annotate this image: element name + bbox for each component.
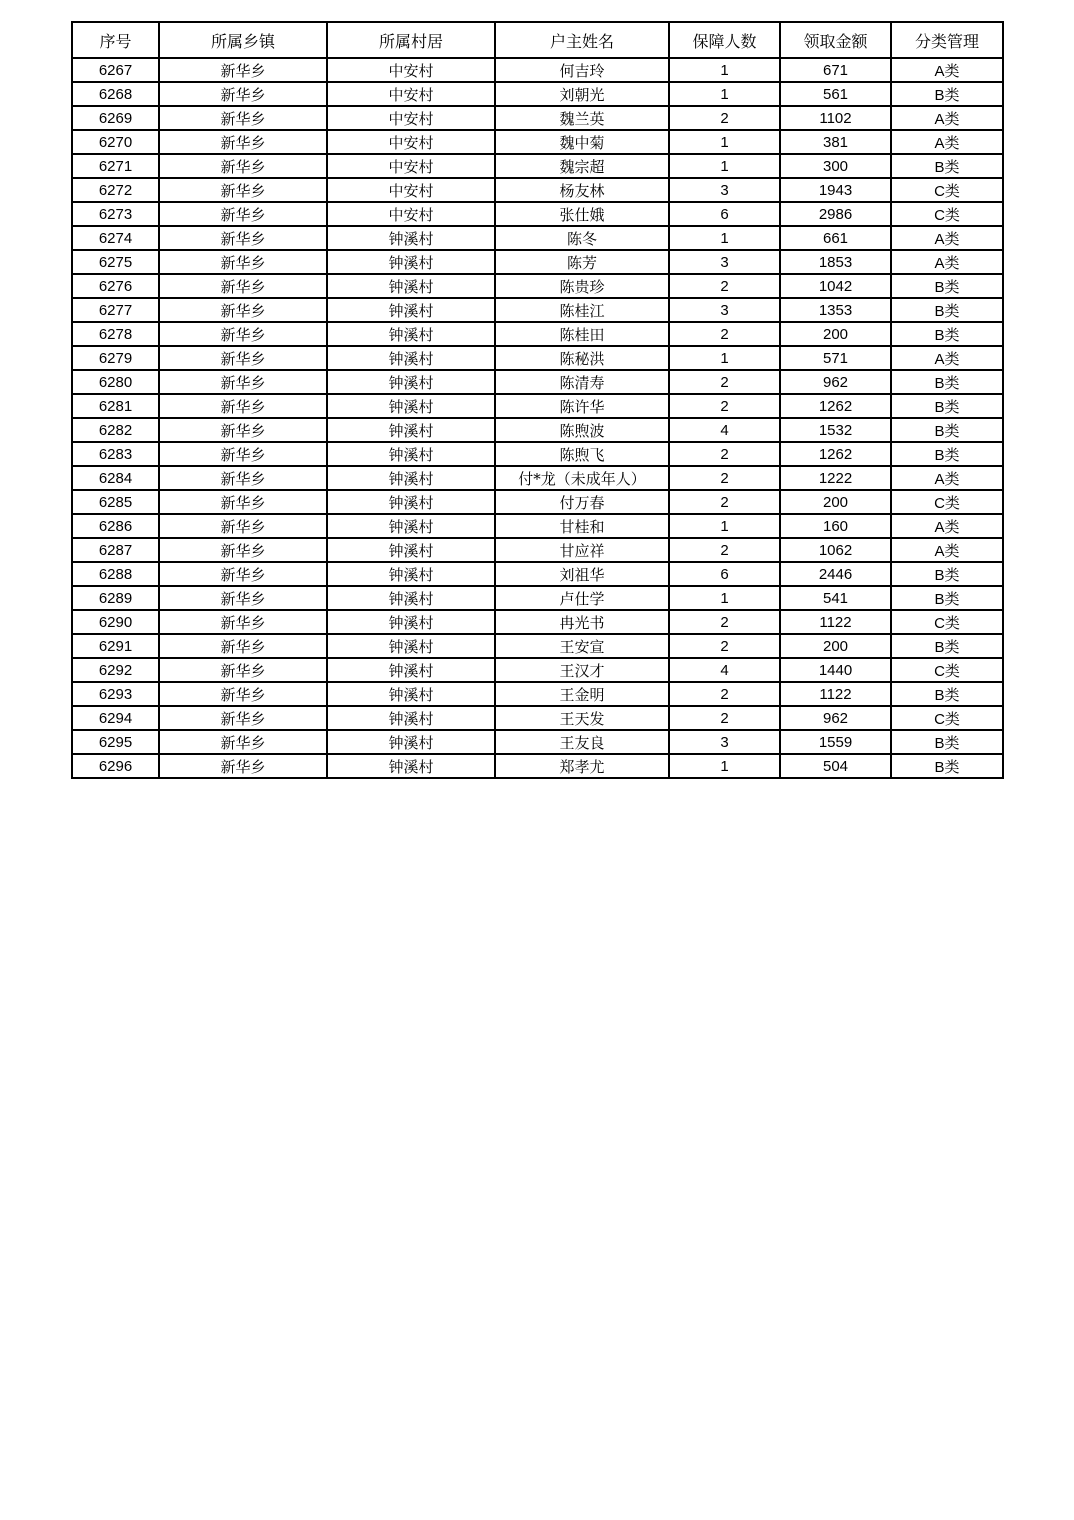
category-cell: B类 (891, 634, 1003, 658)
covered-persons-cell: 2 (669, 274, 780, 298)
serial-cell: 6270 (72, 130, 159, 154)
covered-persons-cell: 4 (669, 418, 780, 442)
category-cell: B类 (891, 682, 1003, 706)
covered-persons-cell: 2 (669, 706, 780, 730)
township-cell: 新华乡 (159, 226, 327, 250)
category-cell: A类 (891, 514, 1003, 538)
township-cell: 新华乡 (159, 82, 327, 106)
category-cell: B类 (891, 418, 1003, 442)
subsistence-roster-table (71, 21, 1004, 779)
table-row (72, 634, 1003, 658)
township-cell: 新华乡 (159, 706, 327, 730)
village-cell: 钟溪村 (327, 730, 495, 754)
township-cell: 新华乡 (159, 586, 327, 610)
table-row (72, 514, 1003, 538)
village-cell: 钟溪村 (327, 490, 495, 514)
village-cell: 钟溪村 (327, 562, 495, 586)
serial-cell: 6283 (72, 442, 159, 466)
category-cell: B类 (891, 82, 1003, 106)
township-cell: 新华乡 (159, 274, 327, 298)
table-row (72, 106, 1003, 130)
header-householder: 户主姓名 (495, 22, 669, 58)
table-header (72, 22, 1003, 58)
covered-persons-cell: 4 (669, 658, 780, 682)
village-cell: 中安村 (327, 130, 495, 154)
village-cell: 钟溪村 (327, 394, 495, 418)
table-row (72, 394, 1003, 418)
header-category: 分类管理 (891, 22, 1003, 58)
category-cell: A类 (891, 226, 1003, 250)
table-row (72, 610, 1003, 634)
township-cell: 新华乡 (159, 106, 327, 130)
covered-persons-cell: 3 (669, 250, 780, 274)
householder-cell: 付*龙（未成年人） (495, 466, 669, 490)
serial-cell: 6271 (72, 154, 159, 178)
serial-cell: 6295 (72, 730, 159, 754)
village-cell: 钟溪村 (327, 658, 495, 682)
householder-cell: 陈煦波 (495, 418, 669, 442)
amount-cell: 962 (780, 706, 891, 730)
table-body (72, 58, 1003, 778)
table-row (72, 466, 1003, 490)
category-cell: B类 (891, 298, 1003, 322)
householder-cell: 陈许华 (495, 394, 669, 418)
serial-cell: 6269 (72, 106, 159, 130)
township-cell: 新华乡 (159, 658, 327, 682)
table-row (72, 562, 1003, 586)
category-cell: B类 (891, 730, 1003, 754)
serial-cell: 6280 (72, 370, 159, 394)
header-amount: 领取金额 (780, 22, 891, 58)
serial-cell: 6287 (72, 538, 159, 562)
township-cell: 新华乡 (159, 346, 327, 370)
serial-cell: 6276 (72, 274, 159, 298)
table-row (72, 82, 1003, 106)
category-cell: C类 (891, 178, 1003, 202)
category-cell: A类 (891, 106, 1003, 130)
village-cell: 钟溪村 (327, 682, 495, 706)
table-row (72, 250, 1003, 274)
serial-cell: 6294 (72, 706, 159, 730)
category-cell: A类 (891, 58, 1003, 82)
amount-cell: 2986 (780, 202, 891, 226)
amount-cell: 381 (780, 130, 891, 154)
village-cell: 钟溪村 (327, 250, 495, 274)
table-row (72, 538, 1003, 562)
householder-cell: 甘桂和 (495, 514, 669, 538)
serial-cell: 6289 (72, 586, 159, 610)
township-cell: 新华乡 (159, 154, 327, 178)
table-row (72, 586, 1003, 610)
category-cell: C类 (891, 610, 1003, 634)
township-cell: 新华乡 (159, 466, 327, 490)
village-cell: 中安村 (327, 202, 495, 226)
serial-cell: 6275 (72, 250, 159, 274)
category-cell: C类 (891, 706, 1003, 730)
serial-cell: 6272 (72, 178, 159, 202)
table-row (72, 178, 1003, 202)
serial-cell: 6286 (72, 514, 159, 538)
serial-cell: 6277 (72, 298, 159, 322)
serial-cell: 6285 (72, 490, 159, 514)
covered-persons-cell: 2 (669, 610, 780, 634)
householder-cell: 冉光书 (495, 610, 669, 634)
covered-persons-cell: 1 (669, 58, 780, 82)
table-row (72, 154, 1003, 178)
covered-persons-cell: 1 (669, 154, 780, 178)
householder-cell: 杨友林 (495, 178, 669, 202)
covered-persons-cell: 2 (669, 370, 780, 394)
householder-cell: 卢仕学 (495, 586, 669, 610)
amount-cell: 561 (780, 82, 891, 106)
covered-persons-cell: 2 (669, 490, 780, 514)
table-row (72, 754, 1003, 778)
amount-cell: 1853 (780, 250, 891, 274)
category-cell: A类 (891, 250, 1003, 274)
village-cell: 钟溪村 (327, 634, 495, 658)
amount-cell: 1122 (780, 682, 891, 706)
householder-cell: 陈贵珍 (495, 274, 669, 298)
village-cell: 钟溪村 (327, 418, 495, 442)
covered-persons-cell: 3 (669, 298, 780, 322)
table-row (72, 442, 1003, 466)
covered-persons-cell: 3 (669, 730, 780, 754)
table-row (72, 58, 1003, 82)
householder-cell: 陈秘洪 (495, 346, 669, 370)
table-row (72, 298, 1003, 322)
township-cell: 新华乡 (159, 394, 327, 418)
township-cell: 新华乡 (159, 514, 327, 538)
village-cell: 钟溪村 (327, 442, 495, 466)
householder-cell: 刘朝光 (495, 82, 669, 106)
amount-cell: 1943 (780, 178, 891, 202)
covered-persons-cell: 2 (669, 634, 780, 658)
householder-cell: 王安宣 (495, 634, 669, 658)
township-cell: 新华乡 (159, 634, 327, 658)
village-cell: 中安村 (327, 82, 495, 106)
covered-persons-cell: 2 (669, 442, 780, 466)
category-cell: B类 (891, 586, 1003, 610)
village-cell: 钟溪村 (327, 586, 495, 610)
table-row (72, 490, 1003, 514)
category-cell: B类 (891, 322, 1003, 346)
householder-cell: 何吉玲 (495, 58, 669, 82)
covered-persons-cell: 3 (669, 178, 780, 202)
covered-persons-cell: 2 (669, 106, 780, 130)
category-cell: A类 (891, 538, 1003, 562)
amount-cell: 1062 (780, 538, 891, 562)
amount-cell: 200 (780, 490, 891, 514)
header-serial: 序号 (72, 22, 159, 58)
category-cell: A类 (891, 346, 1003, 370)
table-row (72, 202, 1003, 226)
township-cell: 新华乡 (159, 490, 327, 514)
householder-cell: 陈桂田 (495, 322, 669, 346)
serial-cell: 6291 (72, 634, 159, 658)
amount-cell: 1102 (780, 106, 891, 130)
amount-cell: 671 (780, 58, 891, 82)
village-cell: 钟溪村 (327, 274, 495, 298)
covered-persons-cell: 1 (669, 82, 780, 106)
householder-cell: 张仕娥 (495, 202, 669, 226)
householder-cell: 陈芳 (495, 250, 669, 274)
township-cell: 新华乡 (159, 538, 327, 562)
category-cell: A类 (891, 130, 1003, 154)
serial-cell: 6268 (72, 82, 159, 106)
village-cell: 钟溪村 (327, 754, 495, 778)
amount-cell: 1262 (780, 442, 891, 466)
householder-cell: 陈清寿 (495, 370, 669, 394)
householder-cell: 甘应祥 (495, 538, 669, 562)
serial-cell: 6290 (72, 610, 159, 634)
covered-persons-cell: 2 (669, 682, 780, 706)
serial-cell: 6293 (72, 682, 159, 706)
covered-persons-cell: 2 (669, 466, 780, 490)
serial-cell: 6282 (72, 418, 159, 442)
serial-cell: 6279 (72, 346, 159, 370)
category-cell: B类 (891, 370, 1003, 394)
village-cell: 钟溪村 (327, 538, 495, 562)
header-township: 所属乡镇 (159, 22, 327, 58)
amount-cell: 1262 (780, 394, 891, 418)
serial-cell: 6288 (72, 562, 159, 586)
table-row (72, 706, 1003, 730)
householder-cell: 王金明 (495, 682, 669, 706)
village-cell: 钟溪村 (327, 370, 495, 394)
header-covered-persons: 保障人数 (669, 22, 780, 58)
table-row (72, 226, 1003, 250)
township-cell: 新华乡 (159, 322, 327, 346)
township-cell: 新华乡 (159, 682, 327, 706)
village-cell: 钟溪村 (327, 226, 495, 250)
table-row (72, 346, 1003, 370)
covered-persons-cell: 1 (669, 754, 780, 778)
amount-cell: 1042 (780, 274, 891, 298)
village-cell: 钟溪村 (327, 514, 495, 538)
village-cell: 钟溪村 (327, 610, 495, 634)
village-cell: 钟溪村 (327, 706, 495, 730)
amount-cell: 2446 (780, 562, 891, 586)
householder-cell: 王友良 (495, 730, 669, 754)
amount-cell: 504 (780, 754, 891, 778)
householder-cell: 付万春 (495, 490, 669, 514)
village-cell: 钟溪村 (327, 466, 495, 490)
householder-cell: 王天发 (495, 706, 669, 730)
table-row (72, 658, 1003, 682)
householder-cell: 郑孝尤 (495, 754, 669, 778)
covered-persons-cell: 6 (669, 202, 780, 226)
table-row (72, 322, 1003, 346)
table-row (72, 130, 1003, 154)
covered-persons-cell: 6 (669, 562, 780, 586)
category-cell: C类 (891, 658, 1003, 682)
covered-persons-cell: 1 (669, 130, 780, 154)
township-cell: 新华乡 (159, 202, 327, 226)
householder-cell: 陈桂江 (495, 298, 669, 322)
amount-cell: 661 (780, 226, 891, 250)
village-cell: 钟溪村 (327, 346, 495, 370)
table-row (72, 274, 1003, 298)
covered-persons-cell: 1 (669, 226, 780, 250)
householder-cell: 魏兰英 (495, 106, 669, 130)
document-page (71, 21, 1002, 779)
amount-cell: 160 (780, 514, 891, 538)
amount-cell: 1222 (780, 466, 891, 490)
serial-cell: 6274 (72, 226, 159, 250)
householder-cell: 刘祖华 (495, 562, 669, 586)
category-cell: C类 (891, 202, 1003, 226)
table-row (72, 418, 1003, 442)
header-row (72, 22, 1003, 58)
amount-cell: 300 (780, 154, 891, 178)
header-village: 所属村居 (327, 22, 495, 58)
category-cell: B类 (891, 154, 1003, 178)
table-row (72, 682, 1003, 706)
covered-persons-cell: 1 (669, 586, 780, 610)
township-cell: 新华乡 (159, 370, 327, 394)
householder-cell: 魏宗超 (495, 154, 669, 178)
village-cell: 中安村 (327, 154, 495, 178)
table-row (72, 730, 1003, 754)
township-cell: 新华乡 (159, 298, 327, 322)
township-cell: 新华乡 (159, 178, 327, 202)
serial-cell: 6292 (72, 658, 159, 682)
village-cell: 中安村 (327, 178, 495, 202)
amount-cell: 962 (780, 370, 891, 394)
township-cell: 新华乡 (159, 562, 327, 586)
category-cell: C类 (891, 490, 1003, 514)
householder-cell: 陈冬 (495, 226, 669, 250)
village-cell: 中安村 (327, 106, 495, 130)
serial-cell: 6267 (72, 58, 159, 82)
category-cell: A类 (891, 466, 1003, 490)
township-cell: 新华乡 (159, 730, 327, 754)
village-cell: 钟溪村 (327, 298, 495, 322)
amount-cell: 541 (780, 586, 891, 610)
village-cell: 中安村 (327, 58, 495, 82)
covered-persons-cell: 2 (669, 322, 780, 346)
serial-cell: 6278 (72, 322, 159, 346)
township-cell: 新华乡 (159, 754, 327, 778)
township-cell: 新华乡 (159, 58, 327, 82)
township-cell: 新华乡 (159, 442, 327, 466)
category-cell: B类 (891, 394, 1003, 418)
serial-cell: 6281 (72, 394, 159, 418)
amount-cell: 200 (780, 634, 891, 658)
covered-persons-cell: 1 (669, 514, 780, 538)
amount-cell: 571 (780, 346, 891, 370)
amount-cell: 1122 (780, 610, 891, 634)
village-cell: 钟溪村 (327, 322, 495, 346)
serial-cell: 6284 (72, 466, 159, 490)
township-cell: 新华乡 (159, 250, 327, 274)
township-cell: 新华乡 (159, 130, 327, 154)
amount-cell: 1353 (780, 298, 891, 322)
category-cell: B类 (891, 274, 1003, 298)
township-cell: 新华乡 (159, 418, 327, 442)
householder-cell: 魏中菊 (495, 130, 669, 154)
covered-persons-cell: 2 (669, 538, 780, 562)
serial-cell: 6296 (72, 754, 159, 778)
township-cell: 新华乡 (159, 610, 327, 634)
covered-persons-cell: 2 (669, 394, 780, 418)
amount-cell: 1532 (780, 418, 891, 442)
householder-cell: 陈煦飞 (495, 442, 669, 466)
serial-cell: 6273 (72, 202, 159, 226)
category-cell: B类 (891, 562, 1003, 586)
amount-cell: 200 (780, 322, 891, 346)
householder-cell: 王汉才 (495, 658, 669, 682)
amount-cell: 1559 (780, 730, 891, 754)
covered-persons-cell: 1 (669, 346, 780, 370)
table-row (72, 370, 1003, 394)
category-cell: B类 (891, 442, 1003, 466)
amount-cell: 1440 (780, 658, 891, 682)
category-cell: B类 (891, 754, 1003, 778)
